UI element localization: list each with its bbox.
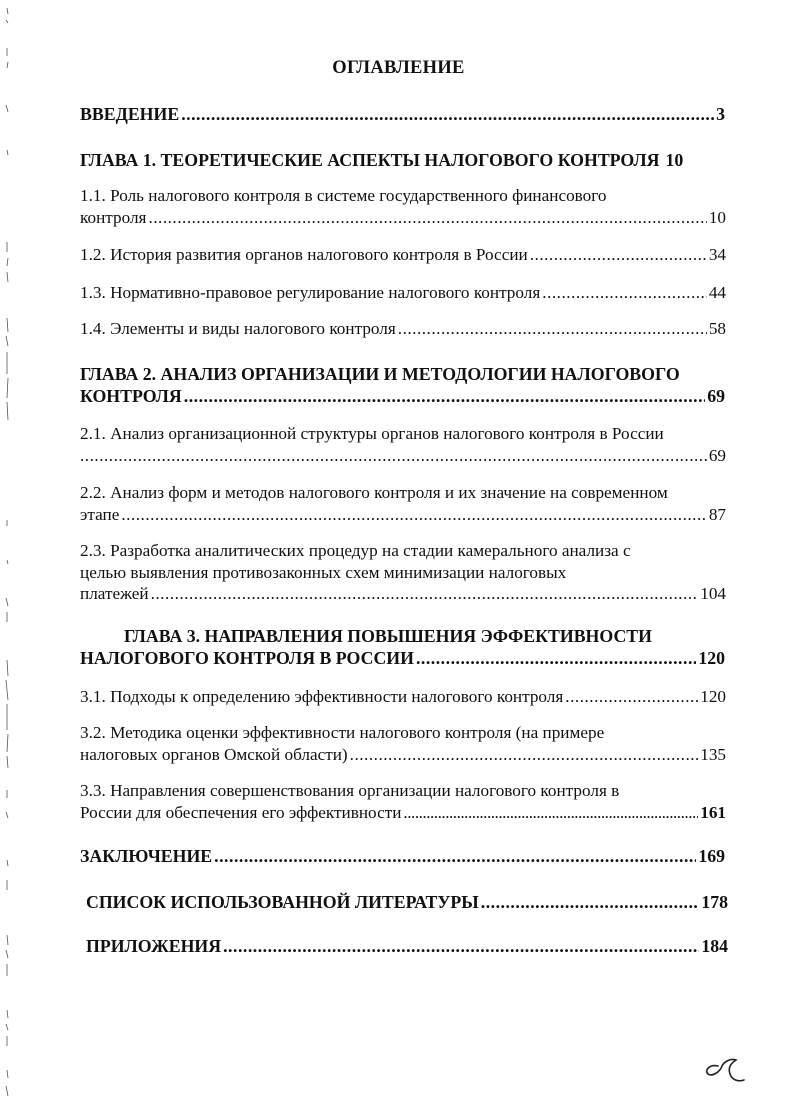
toc-page-number: 69 (708, 445, 726, 465)
toc-entry-3-3[interactable] (80, 780, 726, 823)
toc-leader-dots (542, 282, 707, 304)
toc-entry-chapter-1[interactable] (80, 150, 725, 172)
toc-entry-label: контроля (80, 207, 147, 227)
toc-entry-1-3[interactable] (80, 282, 726, 304)
toc-leader-dots (565, 686, 698, 708)
toc-entry-label: ГЛАВА 1. ТЕОРЕТИЧЕСКИЕ АСПЕКТЫ НАЛОГОВОГО КОНТРОЛЯ (80, 150, 660, 170)
toc-page-number: 3 (716, 104, 725, 124)
toc-leader-dots (148, 207, 706, 229)
toc-entry-chapter-3[interactable] (80, 626, 725, 669)
toc-leader-dots (350, 744, 699, 766)
toc-entry-label: 1.4. Элементы и виды налогового контроля (80, 319, 396, 338)
toc-entry-1-4[interactable] (80, 318, 726, 340)
toc-entry-label: налоговых органов Омской области) (80, 744, 348, 764)
toc-entry-bibliography[interactable] (86, 892, 728, 914)
toc-leader-dots (214, 846, 696, 868)
toc-entry-conclusion[interactable] (80, 846, 725, 868)
toc-leader-dots (398, 318, 707, 340)
toc-entry-line: 3.3. Направления совершенствования организации налогового контроля в (80, 781, 620, 800)
toc-entry-line: целью выявления противозаконных схем минимизации налоговых (80, 562, 567, 582)
toc-entry-label: 3.1. Подходы к определению эффективности налогового контроля (80, 687, 564, 706)
toc-entry-1-2[interactable] (80, 244, 726, 266)
toc-page-number: 120 (700, 687, 726, 706)
handwritten-page-number (700, 1052, 750, 1086)
toc-leader-dots (121, 504, 706, 526)
scan-edge-marks (2, 0, 12, 1106)
toc-page-number: 120 (698, 647, 725, 668)
toc-leader-dots (151, 583, 699, 605)
toc-leader-dots (181, 104, 714, 126)
toc-entry-label: СПИСОК ИСПОЛЬЗОВАННОЙ ЛИТЕРАТУРЫ (86, 892, 479, 912)
toc-leader-dots (481, 892, 700, 914)
toc-entry-label: КОНТРОЛЯ (80, 385, 182, 406)
toc-entry-line: 2.1. Анализ организационной структуры органов налогового контроля в России (80, 424, 664, 443)
page-title: ОГЛАВЛЕНИЕ (332, 58, 465, 78)
toc-page-number: 58 (708, 319, 726, 338)
toc-page-number: 10 (708, 207, 726, 227)
toc-entry-label: этапе (80, 504, 120, 524)
toc-entry-label: НАЛОГОВОГО КОНТРОЛЯ В РОССИИ (80, 647, 414, 668)
toc-page-number: 161 (700, 802, 726, 822)
toc-page-number: 69 (707, 385, 725, 406)
toc-page-number: 87 (708, 504, 726, 524)
toc-entry-line: ГЛАВА 2. АНАЛИЗ ОРГАНИЗАЦИИ И МЕТОДОЛОГИИ НАЛОГОВОГО (80, 364, 680, 384)
toc-entry-line: 2.3. Разработка аналитических процедур на стадии камерального анализа с (80, 541, 631, 560)
toc-entry-label: 1.3. Нормативно-правовое регулирование налогового контроля (80, 283, 541, 302)
toc-entry-appendices[interactable] (86, 936, 728, 958)
toc-leader-dots (403, 802, 698, 824)
toc-entry-line: 3.2. Методика оценки эффективности налогового контроля (на примере (80, 723, 605, 742)
toc-page-number: 10 (665, 150, 684, 170)
toc-entry-line: 2.2. Анализ форм и методов налогового контроля и их значение на современном (80, 483, 668, 502)
toc-leader-dots (184, 386, 705, 408)
toc-entry-1-1[interactable] (80, 185, 726, 228)
toc-entry-label: России для обеспечения его эффективности (80, 802, 402, 822)
toc-entry-label: ПРИЛОЖЕНИЯ (86, 936, 222, 956)
toc-entry-label: 1.2. История развития органов налогового контроля в России (80, 245, 528, 264)
toc-page-number: 178 (701, 892, 728, 912)
toc-entry-label: платежей (80, 584, 149, 603)
toc-page-number: 135 (700, 744, 726, 764)
toc-entry-2-1[interactable] (80, 423, 726, 466)
toc-page-number: 34 (708, 245, 726, 264)
toc-page-number: 184 (701, 936, 728, 956)
toc-entry-line: ГЛАВА 3. НАПРАВЛЕНИЯ ПОВЫШЕНИЯ ЭФФЕКТИВНОСТИ (124, 626, 652, 646)
toc-entry-3-1[interactable] (80, 686, 726, 708)
toc-entry-3-2[interactable] (80, 722, 726, 765)
toc-entry-introduction[interactable] (80, 104, 725, 126)
toc-leader-dots (416, 648, 696, 670)
toc-leader-dots (80, 445, 707, 467)
toc-page-number: 104 (700, 584, 726, 603)
toc-entry-label: ЗАКЛЮЧЕНИЕ (80, 846, 213, 866)
toc-entry-2-2[interactable] (80, 482, 726, 525)
toc-leader-dots (530, 244, 707, 266)
toc-entry-label: ВВЕДЕНИЕ (80, 104, 180, 124)
toc-page-number: 169 (698, 846, 725, 866)
toc-entry-chapter-2[interactable] (80, 364, 725, 407)
toc-entry-2-3[interactable] (80, 540, 726, 605)
toc-leader-dots (223, 936, 699, 958)
toc-entry-line: 1.1. Роль налогового контроля в системе государственного финансового (80, 186, 607, 205)
toc-page-number: 44 (708, 283, 726, 302)
